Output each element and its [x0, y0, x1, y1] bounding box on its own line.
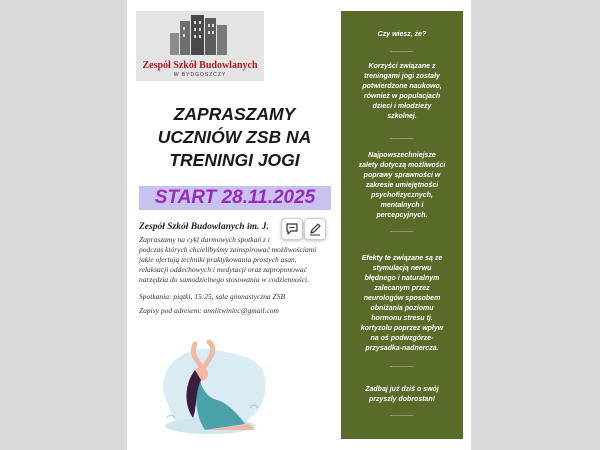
yoga-illustration [145, 338, 285, 438]
sidebar-paragraph [347, 254, 457, 354]
sidebar-separator: ______ [390, 361, 414, 368]
sidebar-line: Korzyści związane z [368, 63, 436, 70]
sidebar-line: Efekty te związane są ze [361, 255, 443, 262]
sidebar-line: zalecanym przez [374, 285, 430, 292]
sidebar-line: hormonu stresu tj. [371, 315, 433, 322]
event-description [139, 235, 344, 285]
sidebar-line: również w populacjach [363, 93, 441, 100]
logo-school-name: Zespół Szkół Budowlanych [142, 60, 258, 71]
sidebar-paragraph [347, 62, 457, 122]
headline-line-3: TRENINGI JOGI [169, 150, 300, 170]
school-logo [136, 11, 264, 81]
sidebar-title: Czy wiesz, że? [377, 31, 427, 38]
pen-icon [308, 222, 322, 236]
sidebar-line: poprawy sprawności w [363, 172, 441, 179]
sidebar-line: kortyzolu poprzez wpływ [360, 325, 444, 332]
sidebar-line: Najpowszechniejsze [368, 152, 436, 159]
comment-icon [285, 222, 299, 236]
start-date-banner [139, 186, 331, 210]
sidebar-line: Zadbaj już dziś o swój [365, 386, 439, 393]
sidebar-line: przysadka-nadnercza. [365, 345, 439, 352]
sidebar-line: błędnego i naturalnym [364, 275, 440, 282]
schedule-text: Spotkania: piątki, 15:25, sala gimnastyczna ZSB [139, 292, 286, 301]
page-headline [137, 103, 332, 172]
sidebar-line: mentalnych i [380, 202, 424, 209]
sidebar-line: stymulacją nerwu [372, 265, 432, 272]
description-line: narzędzia do samodzielnego stosowania w codzienności. [139, 275, 309, 284]
signup-text: Zapisy pod adresem: annlitwiniec@gmail.com [139, 306, 279, 315]
start-date-text: START 28.11.2025 [154, 187, 316, 208]
sidebar-line: psychofizycznych, [371, 192, 433, 199]
sidebar-paragraph [347, 151, 457, 221]
sidebar-separator: ______ [390, 410, 414, 417]
sidebar-separator: ______ [390, 226, 414, 233]
logo-city: W BYDGOSZCZY [173, 72, 227, 78]
sidebar-line: zalety dotyczą możliwości [358, 162, 446, 169]
sidebar-line: zakresie umiejętności [365, 182, 439, 189]
sidebar-line: potwierdzone naukowo, [362, 83, 442, 90]
description-line: jakie ofertują techniki praktykowania prostych asan, [139, 255, 297, 264]
sidebar-line: percepcyjnych. [376, 212, 428, 219]
school-name: Zespół Szkół Budowlanych im. J. [139, 222, 269, 232]
sidebar-line: treningami jogi zostały [364, 73, 440, 80]
sidebar-line: dzieci i młodzieży [372, 103, 432, 110]
sidebar-line: neurologów sposobem [363, 295, 441, 302]
description-line: relaksacji oddechowych i medytacji oraz zaproponować [139, 265, 307, 274]
sidebar-paragraph [347, 385, 457, 405]
sidebar-line: szkolnej. [387, 113, 417, 120]
sidebar-line: na oś podwzgórze- [370, 335, 434, 342]
facts-sidebar [341, 11, 463, 439]
buildings-icon [136, 11, 264, 61]
headline-line-1: ZAPRASZAMY [173, 104, 296, 124]
headline-line-2: UCZNIÓW ZSB NA [157, 127, 312, 147]
description-line: podczas których chcielibyśmy zainspirować możliwościami [139, 245, 317, 254]
sidebar-line: obniżania poziomu [370, 305, 434, 312]
sidebar-line: przyszły dobrostan! [368, 396, 436, 403]
sidebar-separator: ______ [390, 46, 414, 53]
sidebar-separator: ______ [390, 133, 414, 140]
description-line: Zapraszamy na cykl darmowych spotkań z i [139, 235, 270, 244]
